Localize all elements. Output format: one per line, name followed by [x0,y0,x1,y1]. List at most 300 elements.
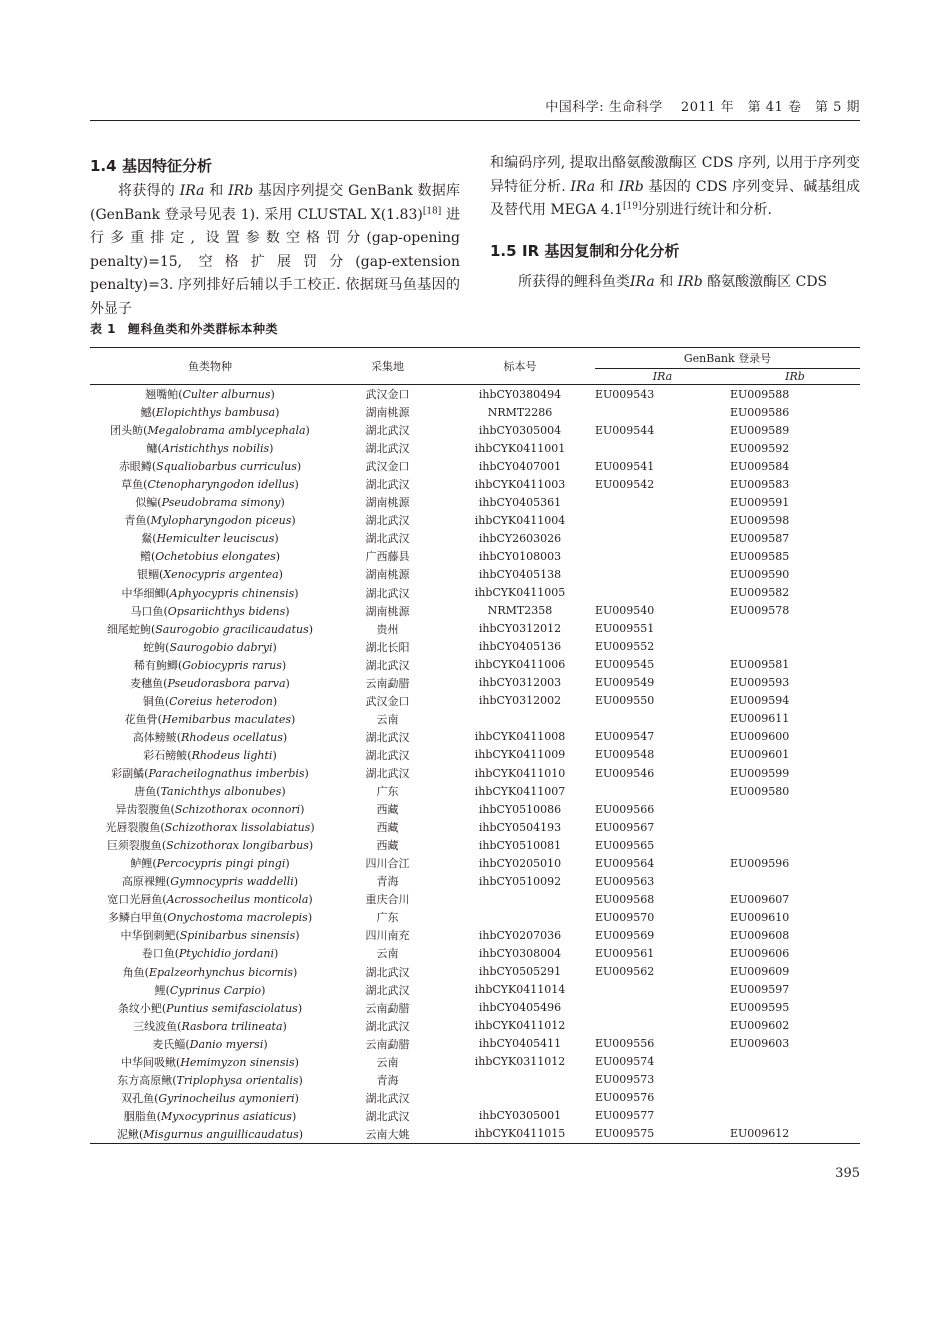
species-latin-name: Rhodeus lighti [191,748,273,762]
ira-accession-cell: EU009565 [595,838,655,852]
species-chinese-name: 高原裸鲤 [121,875,166,889]
species-latin-name: Triplophysa orientalis [176,1073,299,1087]
locality-cell: 青海 [376,1073,399,1087]
species-chinese-name: 高体鳑鲏 [132,730,177,744]
ira-accession-cell: EU009544 [595,423,655,437]
locality-cell: 湖北武汉 [365,983,410,997]
ira-accession-cell [595,584,730,602]
species-chinese-name: 东方高原鳅 [117,1073,173,1087]
species-chinese-name: 麦穗鱼 [130,676,164,690]
locality-cell: 云南勐腊 [365,1037,410,1051]
ira-accession-cell: EU009569 [595,928,655,942]
ira-accession-cell: EU009563 [595,874,655,888]
specimen-cell: ihbCY0505291 [478,965,562,979]
locality-cell: 云南 [376,1055,399,1069]
table-row [90,656,860,674]
header-specimen: 标本号 [445,348,595,385]
table-row [90,981,860,999]
species-chinese-name: 鳡 [140,406,152,420]
species-chinese-name: 彩副鱊 [111,767,145,780]
table-row [90,1035,860,1053]
text-run: 和编码序列, 提取出酪氨酸激酶区 CDS 序列, 以用于序列变异特征分析. [490,155,860,195]
ira-accession-cell [595,999,730,1017]
irb-accession-cell: EU009592 [730,441,790,455]
ira-accession-cell [595,782,730,800]
table-row [90,746,860,764]
locality-cell: 西藏 [376,803,399,817]
specimen-cell: ihbCYK0411006 [474,658,566,672]
species-latin-name: Hemimyzon sinensis [180,1055,295,1069]
ira-accession-cell: EU009542 [595,477,655,491]
species-latin-name: Tanichthys albonubes [160,785,282,799]
table-row [90,584,860,602]
species-latin-name: Saurogobio gracilicaudatus [155,622,309,636]
specimen-cell [445,710,595,728]
locality-cell: 武汉金口 [365,460,410,474]
table-row [90,782,860,800]
specimen-cell: ihbCY0407001 [478,459,562,473]
irb-accession-cell [730,638,860,656]
species-cell: 中华细鲫(Aphyocypris chinensis) [121,586,299,600]
locality-cell: 云南勐腊 [365,1001,410,1015]
gene-name: IRb [677,273,703,290]
citation-ref: [18] [422,205,442,216]
ira-accession-cell [595,547,730,565]
species-latin-name: Mylopharyngodon piceus [150,514,292,528]
irb-accession-cell: EU009610 [730,910,790,924]
irb-accession-cell: EU009589 [730,423,790,437]
species-latin-name: Xenocypris argentea [163,568,279,582]
locality-cell: 四川合江 [365,857,410,871]
species-chinese-name: 麦氏鲻 [152,1037,186,1051]
ira-accession-cell [595,529,730,547]
ira-accession-cell: EU009577 [595,1109,655,1123]
table-row [90,602,860,620]
ira-accession-cell: EU009551 [595,622,655,636]
table-row [90,1071,860,1089]
species-chinese-name: 中华倒刺鲃 [120,929,176,943]
locality-cell: 湖北武汉 [365,965,410,979]
species-cell: 双孔鱼(Gyrinocheilus aymonieri) [121,1091,299,1105]
paragraph-s15-p1 [490,271,860,295]
table-row [90,529,860,547]
ira-accession-cell [595,710,730,728]
species-latin-name: Gyrinocheilus aymonieri [158,1091,295,1105]
species-chinese-name: 光唇裂腹鱼 [105,821,161,835]
species-cell: 蛇鮈(Saurogobio dabryi) [143,640,277,654]
species-cell: 马口鱼(Opsariichthys bidens) [130,604,290,618]
species-cell: 东方高原鳅(Triplophysa orientalis) [117,1073,303,1087]
table-row [90,692,860,710]
section-number: 1.4 [90,157,117,175]
irb-accession-cell: EU009586 [730,405,790,419]
species-cell: 鲤(Cyprinus Carpio) [154,983,266,997]
paragraph-s14-p1 [90,180,460,322]
irb-accession-cell: EU009602 [730,1019,790,1033]
species-cell: 异齿裂腹鱼(Schizothorax oconnori) [115,803,305,817]
species-cell: 胭脂鱼(Myxocyprinus asiaticus) [123,1109,297,1123]
table-row [90,511,860,529]
specimen-cell: ihbCYK0411012 [474,1019,566,1033]
species-cell: 团头鲂(Megalobrama amblycephala) [110,424,310,438]
specimen-cell: ihbCYK0411015 [445,1125,595,1144]
specimen-cell: ihbCYK0411004 [474,513,566,527]
locality-cell: 湖南桃源 [365,406,410,420]
specimen-cell: ihbCYK0411005 [474,586,566,600]
species-latin-name: Schizothorax longibarbus [166,839,309,853]
species-chinese-name: 条纹小鲃 [117,1001,162,1015]
irb-accession-cell: EU009600 [730,730,790,744]
table-row [90,999,860,1017]
ira-accession-cell [595,1017,730,1035]
species-chinese-name: 鲤 [154,983,166,997]
irb-accession-cell: EU009580 [730,784,790,798]
species-cell: 䱗(Hemiculter leuciscus) [141,532,279,546]
locality-cell: 湖北武汉 [365,748,410,762]
header-irb: IRb [730,369,860,385]
irb-accession-cell: EU009590 [730,567,790,581]
species-chinese-name: 异齿裂腹鱼 [115,803,171,817]
irb-accession-cell: EU009585 [730,549,790,563]
ira-accession-cell [595,565,730,583]
table-row [90,1053,860,1071]
text-run: 将获得的 [118,183,180,199]
gene-name: IRa [630,273,655,290]
section-title: 基因特征分析 [122,157,213,175]
locality-cell: 湖北武汉 [365,767,410,780]
specimen-cell: ihbCY0380494 [478,387,562,401]
species-chinese-name: 多鳞白甲鱼 [107,911,163,925]
species-chinese-name: 鳤 [139,550,151,564]
species-chinese-name: 鳙 [146,442,158,456]
gene-name: IRb [618,178,644,195]
irb-accession-cell: EU009598 [730,513,790,527]
specimen-cell: ihbCYK0411009 [474,748,566,762]
irb-accession-cell: EU009593 [730,676,790,690]
locality-cell: 湖北武汉 [365,586,410,600]
species-latin-name: Rasbora trilineata [181,1019,283,1033]
species-latin-name: Culter alburnus [182,388,271,402]
irb-accession-cell: EU009609 [730,965,790,979]
locality-cell: 四川南充 [365,929,410,943]
table-row [90,403,860,421]
irb-accession-cell: EU009594 [730,694,790,708]
ira-accession-cell: EU009547 [595,730,655,744]
ira-accession-cell: EU009570 [595,910,655,924]
species-latin-name: Pseudobrama simony [161,496,281,510]
specimen-cell: ihbCY0405496 [478,1001,562,1015]
species-latin-name: Gobiocypris rarus [182,658,282,672]
irb-accession-cell: EU009599 [730,766,790,780]
table-row [90,385,860,404]
text-run: 和 [204,183,229,199]
ira-accession-cell: EU009567 [595,820,655,834]
specimen-cell: ihbCY0207036 [478,928,562,942]
ira-accession-cell: EU009552 [595,640,655,654]
species-cell: 中华倒刺鲃(Spinibarbus sinensis) [120,929,300,943]
species-latin-name: Aphyocypris chinensis [169,586,295,600]
species-chinese-name: 团头鲂 [110,424,144,438]
running-header: 中国科学: 生命科学 2011 年 第 41 卷 第 5 期 [545,100,860,115]
species-cell: 鳡(Elopichthys bambusa) [140,406,280,420]
specimen-cell: ihbCYK0311012 [474,1055,566,1069]
locality-cell: 广东 [376,785,399,799]
irb-accession-cell: EU009596 [730,856,790,870]
species-chinese-name: 中华细鲫 [121,586,166,600]
locality-cell: 湖北长阳 [365,640,410,654]
citation-ref: [19] [623,201,642,212]
irb-accession-cell [730,620,860,638]
specimen-cell: ihbCY0405138 [478,567,562,581]
table-row [90,710,860,728]
species-chinese-name: 似鳊 [135,496,158,510]
text-run: 酪氨酸激酶区 CDS [702,273,828,290]
locality-cell: 湖北武汉 [365,658,410,672]
species-latin-name: Onychostoma macrolepis [167,911,308,925]
locality-cell: 湖北武汉 [365,478,410,492]
section-heading-1-5 [490,237,860,265]
irb-accession-cell: EU009608 [730,928,790,942]
species-cell: 青鱼(Mylopharyngodon piceus) [124,514,296,528]
ira-accession-cell [595,403,730,421]
species-cell: 高体鳑鲏(Rhodeus ocellatus) [132,730,288,744]
ira-accession-cell [595,511,730,529]
species-cell: 鳤(Ochetobius elongates) [139,550,281,564]
irb-accession-cell [730,836,860,854]
species-latin-name: Ctenopharyngodon idellus [147,478,295,492]
specimen-cell: ihbCY0312003 [478,676,562,690]
table-row [90,1125,860,1144]
species-latin-name: Percocypris pingi pingi [156,857,286,871]
specimen-cell: ihbCY0305004 [478,423,562,437]
irb-accession-cell [730,1089,860,1107]
ira-accession-cell: EU009561 [595,946,655,960]
species-cell: 铜鱼(Coreius heterodon) [142,694,278,708]
ira-accession-cell: EU009549 [595,676,655,690]
species-latin-name: Aristichthys nobilis [161,442,270,456]
paragraph-s14-p2 [490,152,860,223]
locality-cell: 湖北武汉 [365,1109,410,1123]
locality-cell: 武汉金口 [365,388,410,402]
table-row [90,800,860,818]
table-row [90,728,860,746]
table-row [90,565,860,583]
locality-cell: 湖北武汉 [365,424,410,438]
species-chinese-name: 蛇鮈 [143,640,166,654]
table-row [90,818,860,836]
species-chinese-name: 胭脂鱼 [123,1109,157,1123]
specimen-cell: ihbCY2603026 [478,531,562,545]
species-cell: 细尾蛇鮈(Saurogobio gracilicaudatus) [106,622,314,636]
species-table [90,347,860,1144]
species-chinese-name: 彩石鳑鲏 [143,748,188,762]
table-row [90,439,860,457]
specimen-cell: ihbCY0405136 [478,640,562,654]
specimen-cell: ihbCY0108003 [478,549,562,563]
species-latin-name: Opsariichthys bidens [167,604,286,618]
specimen-cell: ihbCYK0411014 [474,983,566,997]
species-latin-name: Schizothorax lissolabiatus [164,821,311,835]
species-chinese-name: 三线波鱼 [133,1019,178,1033]
species-latin-name: Spinibarbus sinensis [179,929,296,943]
specimen-cell: ihbCY0405411 [478,1037,562,1051]
text-run: 和 [595,178,619,195]
specimen-cell: ihbCY0308004 [478,946,562,960]
header-species: 鱼类物种 [90,348,330,385]
table-row [90,620,860,638]
species-latin-name: Hemiculter leuciscus [156,532,275,546]
species-cell: 草鱼(Ctenopharyngodon idellus) [121,478,299,492]
specimen-cell: NRMT2286 [487,405,553,419]
specimen-cell: NRMT2358 [487,604,553,618]
ira-accession-cell: EU009566 [595,802,655,816]
gene-name: IRb [228,183,254,199]
header-locality: 采集地 [330,348,445,385]
irb-accession-cell: EU009597 [730,983,790,997]
table-row [90,764,860,782]
locality-cell: 湖南桃源 [365,568,410,582]
table-caption-text: 鲤科鱼类和外类群标本种类 [128,322,279,336]
species-chinese-name: 角鱼 [122,965,145,979]
irb-accession-cell: EU009587 [730,531,790,545]
species-chinese-name: 细尾蛇鮈 [106,622,151,636]
table-row [90,963,860,981]
irb-accession-cell: EU009595 [730,1001,790,1015]
table-label: 表 1 [90,322,117,336]
table-row [90,926,860,944]
specimen-cell: ihbCY0405361 [478,495,562,509]
specimen-cell: ihbCY0504193 [478,820,562,834]
locality-cell: 湖北武汉 [365,1019,410,1033]
species-latin-name: Misgurnus anguillicaudatus [143,1127,299,1141]
species-chinese-name: 泥鳅 [116,1127,139,1141]
species-latin-name: Rhodeus ocellatus [181,730,283,744]
species-chinese-name: 巨须裂腹鱼 [106,839,162,853]
species-cell: 翘嘴鲌(Culter alburnus) [145,388,275,402]
locality-cell: 湖北武汉 [365,1091,410,1105]
ira-accession-cell [595,439,730,457]
ira-accession-cell: EU009550 [595,694,655,708]
species-cell: 宽口光唇鱼(Acrossocheilus monticola) [107,893,313,907]
irb-accession-cell: EU009583 [730,477,790,491]
ira-accession-cell: EU009564 [595,856,655,870]
specimen-cell: ihbCYK0411008 [474,730,566,744]
irb-accession-cell [730,1071,860,1089]
header-rule [90,120,860,121]
table-row [90,421,860,439]
species-chinese-name: 鲈鲤 [130,857,153,871]
specimen-cell: ihbCY0510086 [478,802,562,816]
text-run: 分别进行统计和分析. [641,202,772,219]
ira-accession-cell: EU009546 [595,766,655,780]
species-cell: 卷口鱼(Ptychidio jordani) [141,947,279,961]
table-row [90,944,860,962]
species-cell: 多鳞白甲鱼(Onychostoma macrolepis) [107,911,313,925]
ira-accession-cell: EU009568 [595,892,655,906]
text-run: 和 [654,273,678,290]
gene-name: IRa [570,178,596,195]
species-latin-name: Hemibarbus maculates [161,712,292,726]
table-row [90,1107,860,1125]
species-latin-name: Schizothorax oconnori [174,803,301,817]
table-row [90,638,860,656]
table-row [90,493,860,511]
irb-accession-cell [730,1053,860,1071]
species-chinese-name: 银鲴 [137,568,160,582]
right-column [490,152,860,294]
species-latin-name: Gymnocypris waddelli [170,875,294,889]
species-latin-name: Danio myersi [189,1037,264,1051]
irb-accession-cell: EU009603 [730,1037,790,1051]
table-row [90,457,860,475]
species-latin-name: Elopichthys bambusa [155,406,276,420]
species-cell: 角鱼(Epalzeorhynchus bicornis) [122,965,298,979]
specimen-cell: ihbCY0312002 [478,694,562,708]
text-run: 进行多重排定, 设置参数空格罚分(gap-opening penalty)=15, 空格扩展罚分(gap-extension penalty)=3. 序列排好后辅以手工校正. 依据斑马鱼基因的外显子 [90,206,460,317]
species-chinese-name: 双孔鱼 [121,1091,155,1105]
irb-accession-cell: EU009588 [730,387,790,401]
ira-accession-cell: EU009548 [595,748,655,762]
species-latin-name: Myxocyprinus asiaticus [161,1109,292,1123]
irb-accession-cell: EU009601 [730,748,790,762]
specimen-cell: ihbCYK0411007 [474,784,566,798]
specimen-cell: ihbCY0312012 [478,622,562,636]
species-chinese-name: 宽口光唇鱼 [107,893,163,907]
species-chinese-name: 草鱼 [121,478,144,492]
species-latin-name: Ochetobius elongates [155,550,276,564]
ira-accession-cell: EU009574 [595,1055,655,1069]
species-cell: 唐鱼(Tanichthys albonubes) [134,785,286,799]
specimen-cell: ihbCYK0411001 [474,441,566,455]
ira-accession-cell [595,981,730,999]
species-cell: 彩副鱊(Paracheilognathus imberbis) [111,767,309,780]
irb-accession-cell: EU009591 [730,495,790,509]
irb-accession-cell [730,800,860,818]
species-cell: 麦穗鱼(Pseudorasbora parva) [130,676,290,690]
ira-accession-cell: EU009573 [595,1073,655,1087]
irb-accession-cell: EU009607 [730,892,790,906]
species-cell: 巨须裂腹鱼(Schizothorax longibarbus) [106,839,314,853]
species-chinese-name: 赤眼鳟 [118,460,152,474]
table-caption [90,320,278,337]
gene-name: IRa [179,183,205,199]
section-heading-1-4 [90,152,460,180]
irb-accession-cell [730,818,860,836]
species-chinese-name: 唐鱼 [134,785,157,799]
page-number: 395 [835,1166,860,1181]
locality-cell: 重庆合川 [365,893,410,907]
species-latin-name: Acrossocheilus monticola [166,893,309,907]
locality-cell: 云南大姚 [330,1125,445,1144]
ira-accession-cell: EU009545 [595,658,655,672]
species-latin-name: Pseudorasbora parva [167,676,286,690]
irb-accession-cell: EU009606 [730,946,790,960]
species-latin-name: Saurogobio dabryi [169,640,273,654]
locality-cell: 云南勐腊 [365,676,410,690]
species-chinese-name: 马口鱼 [130,604,164,618]
table-row [90,1089,860,1107]
species-cell: 鲈鲤(Percocypris pingi pingi) [130,857,290,871]
ira-accession-cell: EU009562 [595,965,655,979]
species-chinese-name: 䱗 [141,532,153,546]
species-cell: 麦氏鲻(Danio myersi) [152,1037,268,1051]
header-ira: IRa [595,369,730,385]
ira-accession-cell: EU009543 [595,387,655,401]
species-cell: 中华间吸鳅(Hemimyzon sinensis) [121,1055,299,1069]
ira-accession-cell: EU009556 [595,1037,655,1051]
locality-cell: 湖北武汉 [365,514,410,528]
species-cell: 银鲴(Xenocypris argentea) [137,568,283,582]
